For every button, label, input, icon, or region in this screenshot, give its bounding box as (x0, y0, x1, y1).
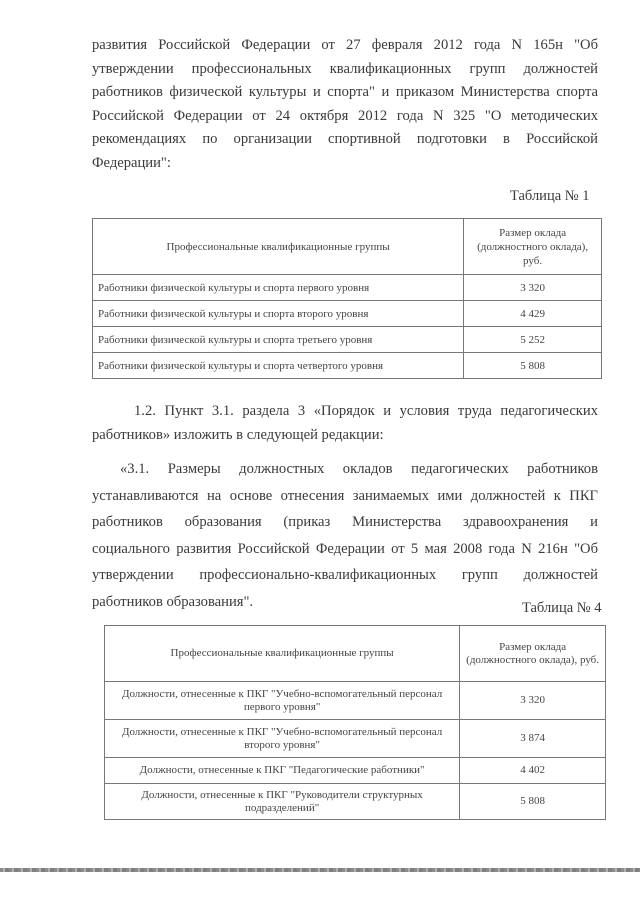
text-line: рекомендациях по организации спортивной подготовки в Российской (92, 131, 598, 147)
cell-group: Должности, отнесенные к ПКГ "Учебно-вспомогательный персонал первого уровня" (105, 682, 460, 720)
cell-salary: 5 808 (460, 784, 606, 820)
text-line: «3.1. Размеры должностных окладов педагогических работников (120, 461, 598, 477)
header-group: Профессиональные квалификационные группы (105, 626, 460, 682)
table-row (93, 327, 602, 353)
cell-salary: 3 320 (460, 682, 606, 720)
cell-group: Работники физической культуры и спорта четвертого уровня (93, 353, 464, 379)
quote-paragraph (92, 456, 598, 615)
text-line: работников образования". (92, 593, 254, 610)
table-row (105, 682, 606, 720)
cell-salary: 4 429 (464, 301, 602, 327)
table-row (105, 784, 606, 820)
intro-paragraph (92, 34, 598, 175)
cell-group: Работники физической культуры и спорта второго уровня (93, 301, 464, 327)
page-cut-edge (0, 868, 640, 872)
text-line: социального развития Российской Федерации от 5 мая 2008 года N 216н "Об (92, 540, 598, 557)
cell-group: Должности, отнесенные к ПКГ "Руководители структурных подразделений" (105, 784, 460, 820)
table-row (93, 301, 602, 327)
section-paragraph (92, 400, 598, 447)
table1-caption: Таблица № 1 (510, 188, 590, 204)
header-group: Профессиональные квалификационные группы (93, 219, 464, 275)
cell-salary: 5 808 (464, 353, 602, 379)
cell-salary: 3 874 (460, 720, 606, 758)
text-line: 1.2. Пункт 3.1. раздела 3 «Порядок и условия труда педагогических (134, 403, 598, 419)
cell-group: Должности, отнесенные к ПКГ "Учебно-вспомогательный персонал второго уровня" (105, 720, 460, 758)
table4-caption: Таблица № 4 (522, 600, 602, 616)
text-line: устанавливаются на основе отнесения занимаемых ими должностей к ПКГ (92, 487, 598, 504)
text-line: Российской Федерации от 24 октября 2012 года N 325 "О методических (92, 107, 598, 124)
table-row (93, 353, 602, 379)
table-row (105, 720, 606, 758)
table-header-row (105, 626, 606, 682)
cell-group: Работники физической культуры и спорта третьего уровня (93, 327, 464, 353)
salary-table-1 (92, 218, 602, 379)
text-line: утверждении профессиональных квалификационных групп должностей (92, 60, 598, 77)
cell-salary: 4 402 (460, 758, 606, 784)
cell-salary: 3 320 (464, 275, 602, 301)
text-line: работников физической культуры и спорта" и приказом Министерства спорта (92, 84, 598, 100)
table-row (93, 275, 602, 301)
text-line: утверждении профессионально-квалификационных групп должностей (92, 567, 598, 583)
cell-group: Должности, отнесенные к ПКГ "Педагогические работники" (105, 758, 460, 784)
text-line: работников» изложить в следующей редакции: (92, 426, 384, 443)
header-salary: Размер оклада (должностного оклада), руб. (460, 626, 606, 682)
text-line: развития Российской Федерации от 27 февраля 2012 года N 165н "Об (92, 37, 598, 53)
text-line: работников образования (приказ Министерства здравоохранения и (92, 514, 598, 530)
header-salary: Размер оклада (должностного оклада), руб. (464, 219, 602, 275)
text-line: Федерации": (92, 154, 171, 171)
cell-group: Работники физической культуры и спорта первого уровня (93, 275, 464, 301)
salary-table-4 (104, 625, 606, 820)
table-row (105, 758, 606, 784)
table-header-row (93, 219, 602, 275)
cell-salary: 5 252 (464, 327, 602, 353)
